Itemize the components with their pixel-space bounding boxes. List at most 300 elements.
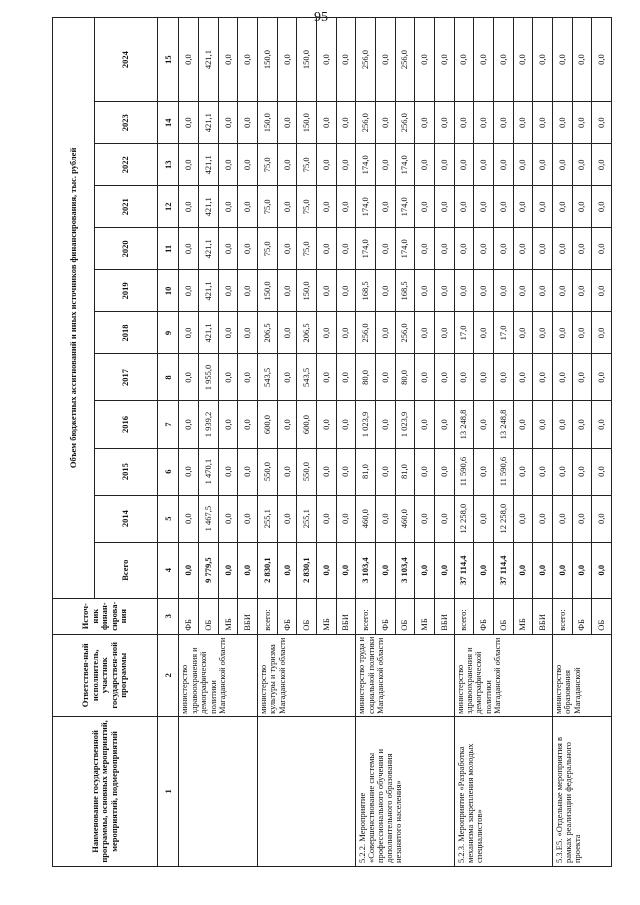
year-value-cell: 80,0	[356, 354, 376, 401]
total-cell: 0,0	[572, 542, 592, 598]
year-value-cell: 0,0	[218, 495, 238, 542]
source-cell: ОБ	[395, 598, 415, 634]
responsible-cell: министерство здравоохранения и демографической политики Магаданской области	[179, 634, 258, 716]
year-value-cell: 0,0	[277, 102, 297, 144]
year-value-cell: 0,0	[317, 186, 337, 228]
year-value-cell: 0,0	[218, 270, 238, 312]
total-cell: 0,0	[317, 542, 337, 598]
year-value-cell: 0,0	[238, 144, 258, 186]
year-value-cell: 0,0	[317, 102, 337, 144]
year-value-cell: 1 939,2	[199, 401, 219, 448]
year-value-cell: 0,0	[317, 270, 337, 312]
year-value-cell: 0,0	[572, 102, 592, 144]
year-value-cell: 0,0	[277, 448, 297, 495]
year-value-cell: 0,0	[552, 18, 572, 102]
source-cell: ОБ	[297, 598, 317, 634]
year-value-cell: 0,0	[179, 312, 199, 354]
source-cell: МБ	[317, 598, 337, 634]
total-cell: 3 103,4	[356, 542, 376, 598]
measure-name-cell	[179, 716, 258, 866]
year-value-cell: 174,0	[356, 144, 376, 186]
year-value-cell: 0,0	[474, 102, 494, 144]
measure-name-cell: 5.3.Е5. «Отдельные мероприятия в рамках реализации федерального проекта	[552, 716, 611, 866]
year-value-cell: 75,0	[297, 144, 317, 186]
year-value-cell: 0,0	[434, 186, 454, 228]
year-value-cell: 0,0	[277, 270, 297, 312]
year-value-cell: 0,0	[179, 102, 199, 144]
header-year: 2016	[95, 401, 158, 448]
year-value-cell: 550,0	[258, 448, 278, 495]
total-cell: 0,0	[375, 542, 395, 598]
year-value-cell: 0,0	[434, 102, 454, 144]
year-value-cell: 0,0	[317, 401, 337, 448]
year-value-cell: 0,0	[179, 144, 199, 186]
year-value-cell: 421,1	[199, 228, 219, 270]
table-row	[258, 18, 278, 867]
total-cell: 2 830,1	[258, 542, 278, 598]
year-value-cell: 421,1	[199, 102, 219, 144]
total-cell: 9 779,5	[199, 542, 219, 598]
year-value-cell: 0,0	[238, 448, 258, 495]
total-cell: 0,0	[513, 542, 533, 598]
year-value-cell: 0,0	[336, 144, 356, 186]
year-value-cell: 0,0	[218, 401, 238, 448]
source-cell: ОБ	[592, 598, 612, 634]
year-value-cell: 0,0	[415, 448, 435, 495]
table-row	[179, 18, 199, 867]
total-cell: 0,0	[277, 542, 297, 598]
column-number: 1	[158, 716, 179, 866]
year-value-cell: 0,0	[454, 102, 474, 144]
header-funding: Объем бюджетных ассигнований и иных источников финансирования, тыс. рублей	[53, 18, 95, 599]
year-value-cell: 1 470,1	[199, 448, 219, 495]
source-cell: ФБ	[179, 598, 199, 634]
year-value-cell: 0,0	[218, 102, 238, 144]
year-value-cell: 0,0	[454, 354, 474, 401]
responsible-cell: министерство труда и социальной политики Магаданской области	[356, 634, 454, 716]
year-value-cell: 0,0	[238, 495, 258, 542]
year-value-cell: 0,0	[592, 354, 612, 401]
total-cell: 0,0	[533, 542, 553, 598]
year-value-cell: 0,0	[317, 312, 337, 354]
year-value-cell: 0,0	[592, 270, 612, 312]
year-value-cell: 256,0	[356, 102, 376, 144]
column-number: 2	[158, 634, 179, 716]
source-cell: ВБИ	[336, 598, 356, 634]
year-value-cell: 0,0	[513, 18, 533, 102]
year-value-cell: 0,0	[336, 102, 356, 144]
header-year: 2014	[95, 495, 158, 542]
year-value-cell: 0,0	[493, 144, 513, 186]
year-value-cell: 0,0	[474, 228, 494, 270]
year-value-cell: 0,0	[552, 312, 572, 354]
year-value-cell: 0,0	[474, 270, 494, 312]
year-value-cell: 0,0	[513, 312, 533, 354]
source-cell: МБ	[415, 598, 435, 634]
year-value-cell: 0,0	[572, 270, 592, 312]
total-cell: 0,0	[218, 542, 238, 598]
year-value-cell: 0,0	[375, 312, 395, 354]
year-value-cell: 150,0	[258, 102, 278, 144]
source-cell: ФБ	[277, 598, 297, 634]
year-value-cell: 11 590,6	[454, 448, 474, 495]
year-value-cell: 0,0	[454, 270, 474, 312]
year-value-cell: 80,0	[395, 354, 415, 401]
header-year: 2017	[95, 354, 158, 401]
year-value-cell: 0,0	[474, 495, 494, 542]
responsible-cell: министерство культуры и туризма Магаданской области	[258, 634, 356, 716]
year-value-cell: 255,1	[258, 495, 278, 542]
year-value-cell: 0,0	[375, 270, 395, 312]
year-value-cell: 0,0	[533, 228, 553, 270]
column-number: 11	[158, 228, 179, 270]
column-number: 10	[158, 270, 179, 312]
year-value-cell: 0,0	[474, 186, 494, 228]
header-name: Наименование государственной программы, основных мероприятий, мероприятий, подмероприятий	[53, 716, 158, 866]
header-year: 2015	[95, 448, 158, 495]
column-number-row	[158, 18, 179, 867]
year-value-cell: 150,0	[258, 270, 278, 312]
year-value-cell: 174,0	[356, 228, 376, 270]
year-value-cell: 174,0	[395, 228, 415, 270]
year-value-cell: 0,0	[493, 18, 513, 102]
year-value-cell: 0,0	[434, 495, 454, 542]
year-value-cell: 0,0	[533, 186, 553, 228]
year-value-cell: 0,0	[552, 102, 572, 144]
year-value-cell: 0,0	[592, 102, 612, 144]
year-value-cell: 550,0	[297, 448, 317, 495]
year-value-cell: 0,0	[513, 186, 533, 228]
year-value-cell: 421,1	[199, 186, 219, 228]
header-year: 2021	[95, 186, 158, 228]
year-value-cell: 600,0	[258, 401, 278, 448]
year-value-cell: 0,0	[336, 270, 356, 312]
year-value-cell: 0,0	[179, 354, 199, 401]
year-value-cell: 0,0	[218, 312, 238, 354]
total-cell: 0,0	[179, 542, 199, 598]
year-value-cell: 0,0	[572, 144, 592, 186]
year-value-cell: 0,0	[552, 186, 572, 228]
year-value-cell: 174,0	[395, 186, 415, 228]
source-cell: ОБ	[199, 598, 219, 634]
column-number: 7	[158, 401, 179, 448]
year-value-cell: 0,0	[179, 186, 199, 228]
table-row	[552, 18, 572, 867]
year-value-cell: 1 023,9	[395, 401, 415, 448]
year-value-cell: 17,0	[493, 312, 513, 354]
year-value-cell: 0,0	[572, 495, 592, 542]
year-value-cell: 0,0	[592, 186, 612, 228]
year-value-cell: 0,0	[493, 270, 513, 312]
year-value-cell: 256,0	[356, 312, 376, 354]
year-value-cell: 1 955,0	[199, 354, 219, 401]
year-value-cell: 0,0	[592, 144, 612, 186]
header-year: 2020	[95, 228, 158, 270]
year-value-cell: 0,0	[317, 495, 337, 542]
source-cell: ВБИ	[238, 598, 258, 634]
year-value-cell: 0,0	[218, 18, 238, 102]
year-value-cell: 0,0	[375, 448, 395, 495]
header-source: Источ-ник финан-сирова-ния	[53, 598, 158, 634]
year-value-cell: 0,0	[179, 18, 199, 102]
year-value-cell: 0,0	[533, 495, 553, 542]
total-cell: 37 114,4	[454, 542, 474, 598]
source-cell: всего:	[552, 598, 572, 634]
year-value-cell: 0,0	[336, 401, 356, 448]
year-value-cell: 0,0	[592, 228, 612, 270]
year-value-cell: 0,0	[179, 495, 199, 542]
total-cell: 37 114,4	[493, 542, 513, 598]
year-value-cell: 168,5	[395, 270, 415, 312]
year-value-cell: 0,0	[454, 228, 474, 270]
year-value-cell: 0,0	[218, 186, 238, 228]
year-value-cell: 0,0	[415, 102, 435, 144]
year-value-cell: 0,0	[454, 186, 474, 228]
column-number: 14	[158, 102, 179, 144]
year-value-cell: 150,0	[258, 18, 278, 102]
page-number: 95	[314, 10, 328, 25]
year-value-cell: 256,0	[356, 18, 376, 102]
total-cell: 0,0	[238, 542, 258, 598]
year-value-cell: 0,0	[552, 448, 572, 495]
year-value-cell: 0,0	[238, 102, 258, 144]
header-year: 2022	[95, 144, 158, 186]
source-cell: ВБИ	[533, 598, 553, 634]
year-value-cell: 256,0	[395, 312, 415, 354]
year-value-cell: 0,0	[572, 18, 592, 102]
year-value-cell: 0,0	[375, 401, 395, 448]
year-value-cell: 0,0	[218, 354, 238, 401]
year-value-cell: 75,0	[258, 144, 278, 186]
year-value-cell: 0,0	[474, 354, 494, 401]
year-value-cell: 150,0	[297, 270, 317, 312]
year-value-cell: 0,0	[277, 144, 297, 186]
year-value-cell: 460,0	[356, 495, 376, 542]
year-value-cell: 0,0	[552, 495, 572, 542]
source-cell: всего:	[356, 598, 376, 634]
year-value-cell: 0,0	[513, 270, 533, 312]
year-value-cell: 81,0	[356, 448, 376, 495]
header-year: 2024	[95, 18, 158, 102]
year-value-cell: 0,0	[474, 401, 494, 448]
year-value-cell: 0,0	[336, 495, 356, 542]
header-year: 2019	[95, 270, 158, 312]
year-value-cell: 0,0	[179, 270, 199, 312]
year-value-cell: 0,0	[218, 228, 238, 270]
year-value-cell: 13 248,8	[454, 401, 474, 448]
total-cell: 0,0	[415, 542, 435, 598]
year-value-cell: 0,0	[434, 228, 454, 270]
year-value-cell: 0,0	[533, 401, 553, 448]
measure-name-cell: 5.2.3. Мероприятие «Разработка механизма закрепления молодых специалистов»	[454, 716, 552, 866]
year-value-cell: 0,0	[277, 495, 297, 542]
year-value-cell: 0,0	[533, 354, 553, 401]
table-row	[454, 18, 474, 867]
column-number: 13	[158, 144, 179, 186]
year-value-cell: 0,0	[277, 354, 297, 401]
year-value-cell: 421,1	[199, 18, 219, 102]
column-number: 12	[158, 186, 179, 228]
year-value-cell: 0,0	[415, 18, 435, 102]
year-value-cell: 0,0	[238, 354, 258, 401]
year-value-cell: 0,0	[572, 186, 592, 228]
year-value-cell: 0,0	[493, 102, 513, 144]
column-number: 6	[158, 448, 179, 495]
year-value-cell: 0,0	[434, 401, 454, 448]
year-value-cell: 0,0	[277, 186, 297, 228]
year-value-cell: 0,0	[238, 312, 258, 354]
year-value-cell: 421,1	[199, 312, 219, 354]
year-value-cell: 1 467,5	[199, 495, 219, 542]
year-value-cell: 0,0	[474, 448, 494, 495]
year-value-cell: 0,0	[533, 448, 553, 495]
year-value-cell: 75,0	[258, 228, 278, 270]
year-value-cell: 0,0	[179, 228, 199, 270]
year-value-cell: 0,0	[375, 495, 395, 542]
total-cell: 0,0	[434, 542, 454, 598]
year-value-cell: 0,0	[336, 228, 356, 270]
year-value-cell: 0,0	[592, 448, 612, 495]
year-value-cell: 12 258,0	[454, 495, 474, 542]
year-value-cell: 0,0	[238, 401, 258, 448]
rotated-table-wrapper	[52, 17, 612, 867]
column-number: 3	[158, 598, 179, 634]
year-value-cell: 0,0	[474, 144, 494, 186]
year-value-cell: 0,0	[238, 18, 258, 102]
year-value-cell: 0,0	[454, 144, 474, 186]
year-value-cell: 0,0	[336, 354, 356, 401]
year-value-cell: 206,5	[297, 312, 317, 354]
year-value-cell: 0,0	[415, 495, 435, 542]
year-value-cell: 75,0	[297, 186, 317, 228]
year-value-cell: 0,0	[552, 144, 572, 186]
total-cell: 0,0	[552, 542, 572, 598]
source-cell: МБ	[218, 598, 238, 634]
year-value-cell: 0,0	[552, 270, 572, 312]
year-value-cell: 0,0	[238, 228, 258, 270]
year-value-cell: 174,0	[356, 186, 376, 228]
source-cell: всего:	[454, 598, 474, 634]
table-row	[356, 18, 376, 867]
year-value-cell: 0,0	[513, 228, 533, 270]
header-responsible: Ответствен-ный исполнитель, участник государствен-ной программы	[53, 634, 158, 716]
year-value-cell: 0,0	[375, 102, 395, 144]
year-value-cell: 0,0	[592, 18, 612, 102]
year-value-cell: 0,0	[513, 495, 533, 542]
year-value-cell: 0,0	[415, 401, 435, 448]
year-value-cell: 0,0	[434, 144, 454, 186]
year-value-cell: 0,0	[493, 186, 513, 228]
year-value-cell: 174,0	[395, 144, 415, 186]
year-value-cell: 0,0	[592, 312, 612, 354]
year-value-cell: 0,0	[218, 144, 238, 186]
year-value-cell: 150,0	[297, 18, 317, 102]
year-value-cell: 0,0	[375, 354, 395, 401]
year-value-cell: 0,0	[375, 144, 395, 186]
year-value-cell: 0,0	[238, 270, 258, 312]
year-value-cell: 75,0	[297, 228, 317, 270]
year-value-cell: 0,0	[277, 18, 297, 102]
header-year: 2023	[95, 102, 158, 144]
year-value-cell: 0,0	[572, 401, 592, 448]
year-value-cell: 0,0	[513, 354, 533, 401]
source-cell: ФБ	[375, 598, 395, 634]
header-year: 2018	[95, 312, 158, 354]
year-value-cell: 13 248,8	[493, 401, 513, 448]
measure-name-cell: 5.2.2. Мероприятие «Совершенствование системы профессионального обучения и дополнительного образования незанятого населения»	[356, 716, 454, 866]
year-value-cell: 543,5	[297, 354, 317, 401]
year-value-cell: 0,0	[572, 354, 592, 401]
year-value-cell: 0,0	[533, 312, 553, 354]
year-value-cell: 0,0	[336, 18, 356, 102]
year-value-cell: 1 023,9	[356, 401, 376, 448]
year-value-cell: 256,0	[395, 18, 415, 102]
year-value-cell: 0,0	[317, 228, 337, 270]
year-value-cell: 0,0	[375, 18, 395, 102]
year-value-cell: 421,1	[199, 144, 219, 186]
year-value-cell: 0,0	[493, 228, 513, 270]
year-value-cell: 0,0	[336, 312, 356, 354]
total-cell: 3 103,4	[395, 542, 415, 598]
year-value-cell: 0,0	[533, 18, 553, 102]
year-value-cell: 0,0	[415, 270, 435, 312]
source-cell: ФБ	[474, 598, 494, 634]
year-value-cell: 0,0	[375, 228, 395, 270]
column-number: 9	[158, 312, 179, 354]
year-value-cell: 0,0	[434, 354, 454, 401]
year-value-cell: 0,0	[317, 354, 337, 401]
year-value-cell: 17,0	[454, 312, 474, 354]
year-value-cell: 255,1	[297, 495, 317, 542]
column-number: 5	[158, 495, 179, 542]
year-value-cell: 0,0	[513, 448, 533, 495]
total-cell: 0,0	[474, 542, 494, 598]
year-value-cell: 0,0	[415, 354, 435, 401]
year-value-cell: 81,0	[395, 448, 415, 495]
year-value-cell: 0,0	[317, 18, 337, 102]
year-value-cell: 0,0	[572, 312, 592, 354]
year-value-cell: 0,0	[572, 448, 592, 495]
year-value-cell: 0,0	[434, 18, 454, 102]
year-value-cell: 0,0	[533, 270, 553, 312]
source-cell: ВБИ	[434, 598, 454, 634]
year-value-cell: 0,0	[179, 401, 199, 448]
year-value-cell: 0,0	[592, 495, 612, 542]
funding-table	[52, 17, 612, 867]
year-value-cell: 0,0	[552, 228, 572, 270]
year-value-cell: 600,0	[297, 401, 317, 448]
year-value-cell: 0,0	[533, 144, 553, 186]
column-number: 8	[158, 354, 179, 401]
source-cell: всего:	[258, 598, 278, 634]
total-cell: 2 830,1	[297, 542, 317, 598]
year-value-cell: 421,1	[199, 270, 219, 312]
year-value-cell: 0,0	[592, 401, 612, 448]
year-value-cell: 0,0	[336, 448, 356, 495]
year-value-cell: 0,0	[572, 228, 592, 270]
year-value-cell: 0,0	[277, 228, 297, 270]
year-value-cell: 0,0	[277, 401, 297, 448]
year-value-cell: 0,0	[238, 186, 258, 228]
year-value-cell: 543,5	[258, 354, 278, 401]
year-value-cell: 0,0	[415, 228, 435, 270]
responsible-cell: министерство образования Магаданской	[552, 634, 611, 716]
year-value-cell: 206,5	[258, 312, 278, 354]
year-value-cell: 0,0	[474, 18, 494, 102]
year-value-cell: 0,0	[513, 144, 533, 186]
year-value-cell: 0,0	[434, 448, 454, 495]
year-value-cell: 75,0	[258, 186, 278, 228]
